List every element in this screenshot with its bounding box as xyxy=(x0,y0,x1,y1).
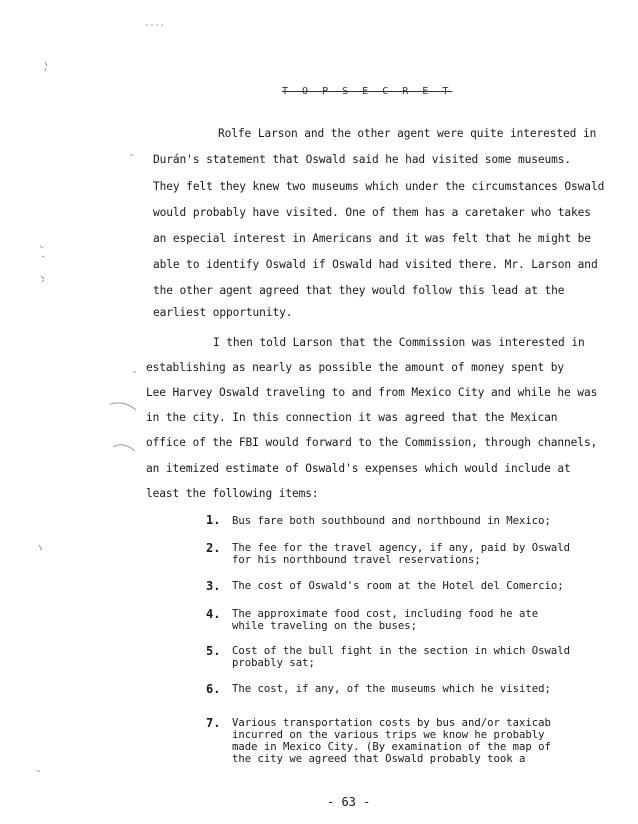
item-number: 6. xyxy=(206,682,221,696)
item-text: Bus fare both southbound and northbound in Mexico; xyxy=(232,515,551,527)
item-text: Various transportation costs by bus and/or taxicab incurred on the various trips we know he probably made in Mexico City. (By examination of the map of the city we agreed that Oswald probably took a xyxy=(232,717,551,765)
paragraph2-line: in the city. In this connection it was agreed that the Mexican xyxy=(146,411,558,424)
item-number: 2. xyxy=(206,541,221,555)
classification-heading: T O P S E C R E T xyxy=(282,86,453,97)
scan-speck xyxy=(40,246,44,282)
paragraph1-line: Rolfe Larson and the other agent were quite interested in xyxy=(218,127,597,140)
item-number: 4. xyxy=(206,607,221,621)
pencil-mark xyxy=(110,403,136,410)
paragraph2-line: I then told Larson that the Commission was interested in xyxy=(213,336,585,349)
page-number: - 63 - xyxy=(327,795,371,809)
item-text: Cost of the bull fight in the section in which Oswald probably sat; xyxy=(232,645,571,669)
item-number: 1. xyxy=(206,513,221,527)
item-text: The cost of Oswald's room at the Hotel del Comercio; xyxy=(232,580,564,592)
paragraph1-line: earliest opportunity. xyxy=(153,306,293,319)
item-number: 5. xyxy=(206,644,221,658)
scan-speck xyxy=(37,770,40,772)
paragraph1-line: would probably have visited. One of them has a caretaker who takes xyxy=(153,206,591,219)
paragraph1-line: They felt they knew two museums which under the circumstances Oswald xyxy=(153,180,605,193)
item-text: The cost, if any, of the museums which he visited; xyxy=(232,683,551,695)
paragraph1-line: an especial interest in Americans and it was felt that he might be xyxy=(153,232,591,245)
pencil-mark xyxy=(113,445,135,451)
paragraph1-line: able to identify Oswald if Oswald had visited there. Mr. Larson and xyxy=(153,258,598,271)
paragraph2-line: Lee Harvey Oswald traveling to and from Mexico City and while he was xyxy=(146,386,598,399)
item-text: The approximate food cost, including food he ate while traveling on the buses; xyxy=(232,608,539,632)
item-number: 3. xyxy=(206,579,221,593)
scan-speck xyxy=(39,545,42,550)
paragraph1-line: Durán's statement that Oswald said he had visited some museums. xyxy=(153,153,572,166)
paragraph2-line: least the following items: xyxy=(146,487,319,500)
paragraph2-line: an itemized estimate of Oswald's expenses which would include at xyxy=(146,462,571,475)
paragraph1-line: the other agent agreed that they would follow this lead at the xyxy=(153,284,565,297)
paragraph2-line: establishing as nearly as possible the amount of money spent by xyxy=(146,361,565,374)
paragraph2-line: office of the FBI would forward to the Commission, through channels, xyxy=(146,436,598,449)
item-text: The fee for the travel agency, if any, paid by Oswald for his northbound travel reservations; xyxy=(232,542,571,566)
item-number: 7. xyxy=(206,716,221,730)
scan-speck xyxy=(45,62,47,71)
